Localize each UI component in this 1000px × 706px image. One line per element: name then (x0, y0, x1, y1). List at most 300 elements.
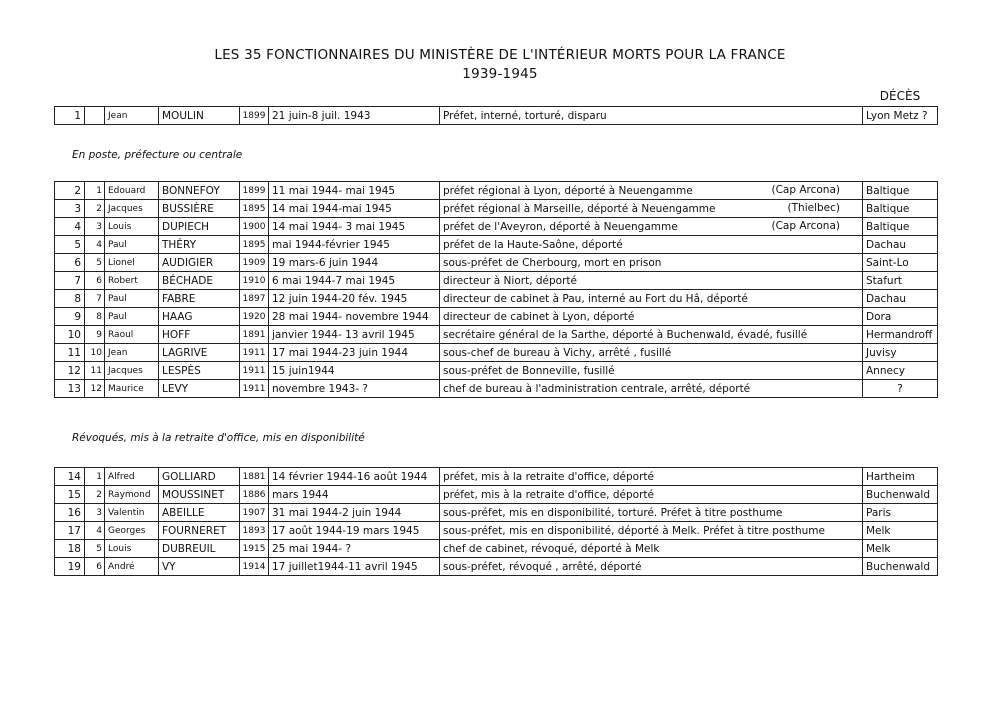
section-number-text: 7 (96, 293, 102, 304)
row-number-text: 13 (67, 382, 81, 395)
section-number (85, 558, 105, 576)
death-place-text: Dora (866, 310, 892, 323)
table-moulin (54, 106, 938, 125)
last-name (159, 308, 240, 326)
row-number-text: 2 (74, 184, 81, 197)
table-row (55, 504, 938, 522)
first-name (105, 380, 159, 398)
last-name (159, 344, 240, 362)
function-description-text: directeur à Niort, déporté (443, 274, 577, 287)
section-number (85, 468, 105, 486)
last-name-text: BONNEFOY (162, 184, 220, 197)
row-number-text: 15 (67, 488, 81, 501)
dates (269, 236, 440, 254)
function-description-text: sous-préfet, révoqué , arrêté, déporté (443, 560, 642, 573)
last-name (159, 558, 240, 576)
section-number-text: 5 (96, 543, 102, 554)
death-place (863, 344, 938, 362)
row-number (55, 236, 85, 254)
first-name-text: Edouard (108, 185, 146, 196)
last-name-text: FABRE (162, 292, 196, 305)
ship-note: (Cap Arcona) (771, 220, 840, 232)
dates (269, 504, 440, 522)
first-name-text: Raymond (108, 489, 151, 500)
birth-year-text: 1914 (242, 561, 266, 572)
row-number (55, 558, 85, 576)
birth-year (240, 558, 269, 576)
birth-year (240, 504, 269, 522)
ship-note: (Thielbec) (787, 202, 840, 214)
section-number-text: 4 (96, 525, 102, 536)
row-number (55, 504, 85, 522)
last-name-text: LEVY (162, 382, 189, 395)
section-label-en-poste: En poste, préfecture ou centrale (72, 149, 243, 161)
table-row (55, 326, 938, 344)
row-number-text: 9 (74, 310, 81, 323)
death-place (863, 522, 938, 540)
section-number-text: 5 (96, 257, 102, 268)
first-name (105, 468, 159, 486)
last-name-text: BUSSIÈRE (162, 202, 214, 215)
first-name-text: Raoul (108, 329, 134, 340)
death-place (863, 254, 938, 272)
last-name-text: DUBREUIL (162, 542, 216, 555)
section-number (85, 504, 105, 522)
section-number (85, 290, 105, 308)
death-place (863, 308, 938, 326)
birth-year (240, 380, 269, 398)
last-name (159, 362, 240, 380)
function-description-text: directeur de cabinet à Pau, interné au Fort du Hâ, déporté (443, 292, 748, 305)
row-number (55, 326, 85, 344)
death-place-text: Saint-Lo (866, 256, 909, 269)
dates (269, 558, 440, 576)
first-name (105, 308, 159, 326)
death-place-text: Baltique (866, 184, 910, 197)
function-description (440, 308, 863, 326)
last-name (159, 218, 240, 236)
birth-year-text: 1920 (242, 311, 266, 322)
ship-note: (Cap Arcona) (771, 184, 840, 196)
birth-year (240, 486, 269, 504)
last-name (159, 326, 240, 344)
birth-year-text: 1895 (242, 203, 266, 214)
dates-text: 31 mai 1944-2 juin 1944 (272, 506, 402, 519)
row-number-text: 6 (74, 256, 81, 269)
first-name (105, 182, 159, 200)
function-description-text: préfet, mis à la retraite d'office, déporté (443, 470, 654, 483)
birth-year-text: 1910 (242, 275, 266, 286)
death-place (863, 236, 938, 254)
section-number-text: 6 (96, 561, 102, 572)
last-name-text: LAGRIVE (162, 346, 208, 359)
dates-text: 12 juin 1944-20 fév. 1945 (272, 292, 408, 305)
function-description (440, 290, 863, 308)
dates-text: 14 mai 1944- 3 mai 1945 (272, 220, 406, 233)
dates (269, 486, 440, 504)
dates (269, 200, 440, 218)
last-name (159, 468, 240, 486)
dates (269, 254, 440, 272)
row-number (55, 182, 85, 200)
section-number (85, 254, 105, 272)
section-number-text: 10 (90, 347, 102, 358)
section-number-text: 3 (96, 221, 102, 232)
section-number (85, 200, 105, 218)
function-description (440, 254, 863, 272)
first-name (105, 107, 159, 125)
dates-text: 25 mai 1944- ? (272, 542, 352, 555)
dates-text: 6 mai 1944-7 mai 1945 (272, 274, 396, 287)
death-place (863, 380, 938, 398)
death-place-text: Melk (866, 542, 891, 555)
dates (269, 290, 440, 308)
function-description (440, 522, 863, 540)
death-place (863, 504, 938, 522)
birth-year (240, 254, 269, 272)
death-place-text: Baltique (866, 220, 910, 233)
dates (269, 107, 440, 125)
death-place (863, 272, 938, 290)
first-name (105, 254, 159, 272)
death-place (863, 362, 938, 380)
birth-year (240, 308, 269, 326)
birth-year-text: 1900 (242, 221, 266, 232)
table-row (55, 254, 938, 272)
row-number (55, 362, 85, 380)
section-number (85, 380, 105, 398)
function-description (440, 326, 863, 344)
first-name-text: Paul (108, 311, 127, 322)
function-description (440, 200, 863, 218)
section-number-text: 9 (96, 329, 102, 340)
dates-text: mai 1944-février 1945 (272, 238, 390, 251)
death-place-text: Dachau (866, 238, 907, 251)
death-place (863, 290, 938, 308)
function-description-text: sous-préfet de Bonneville, fusillé (443, 364, 615, 377)
last-name-text: VY (162, 560, 176, 573)
dates-text: 14 mai 1944-mai 1945 (272, 202, 392, 215)
function-description (440, 540, 863, 558)
dates-text: 28 mai 1944- novembre 1944 (272, 310, 429, 323)
dates (269, 272, 440, 290)
row-number-text: 7 (74, 274, 81, 287)
birth-year (240, 107, 269, 125)
table-row (55, 344, 938, 362)
section-number (85, 486, 105, 504)
birth-year (240, 522, 269, 540)
birth-year (240, 200, 269, 218)
dates (269, 344, 440, 362)
death-place (863, 107, 938, 125)
function-description-text: chef de bureau à l'administration centrale, arrêté, déporté (443, 382, 751, 395)
birth-year (240, 218, 269, 236)
table-row (55, 522, 938, 540)
dates (269, 218, 440, 236)
table-row (55, 308, 938, 326)
section-number-text: 11 (90, 365, 102, 376)
birth-year (240, 468, 269, 486)
birth-year (240, 362, 269, 380)
section-number-text: 3 (96, 507, 102, 518)
last-name-text: THÉRY (162, 238, 196, 251)
table-row (55, 236, 938, 254)
function-description (440, 504, 863, 522)
last-name-text: GOLLIARD (162, 470, 216, 483)
function-description-text: sous-chef de bureau à Vichy, arrêté , fusillé (443, 346, 672, 359)
first-name (105, 558, 159, 576)
section-number (85, 272, 105, 290)
section-number-text: 2 (96, 489, 102, 500)
last-name (159, 504, 240, 522)
function-description-text: chef de cabinet, révoqué, déporté à Melk (443, 542, 660, 555)
dates-text: janvier 1944- 13 avril 1945 (272, 328, 415, 341)
dates (269, 182, 440, 200)
first-name-text: Maurice (108, 383, 144, 394)
death-place-text: Hartheim (866, 470, 916, 483)
section-number (85, 326, 105, 344)
dates-text: 17 mai 1944-23 juin 1944 (272, 346, 409, 359)
last-name-text: ABEILLE (162, 506, 205, 519)
row-number (55, 522, 85, 540)
function-description-text: préfet régional à Lyon, déporté à Neuengamme (443, 184, 693, 197)
last-name (159, 254, 240, 272)
table-row (55, 362, 938, 380)
death-place (863, 486, 938, 504)
dates-text: 14 février 1944-16 août 1944 (272, 470, 428, 483)
death-place (863, 218, 938, 236)
function-description (440, 218, 863, 236)
death-place-text: Buchenwald (866, 560, 931, 573)
last-name-text: HOFF (162, 328, 191, 341)
birth-year-text: 1911 (242, 383, 266, 394)
first-name (105, 290, 159, 308)
first-name-text: Georges (108, 525, 146, 536)
birth-year-text: 1891 (242, 329, 266, 340)
function-description (440, 344, 863, 362)
section-label-revoques: Révoqués, mis à la retraite d'office, mis en disponibilité (72, 432, 365, 444)
dates (269, 540, 440, 558)
function-description-text: préfet de la Haute-Saône, déporté (443, 238, 623, 251)
last-name (159, 486, 240, 504)
birth-year (240, 540, 269, 558)
first-name-text: Louis (108, 221, 132, 232)
first-name (105, 540, 159, 558)
birth-year-text: 1911 (242, 347, 266, 358)
death-place (863, 540, 938, 558)
death-place-text: Paris (866, 506, 891, 519)
function-description (440, 362, 863, 380)
last-name-text: MOULIN (162, 109, 204, 122)
dates-text: 19 mars-6 juin 1944 (272, 256, 379, 269)
birth-year-text: 1893 (242, 525, 266, 536)
birth-year (240, 344, 269, 362)
death-place (863, 468, 938, 486)
first-name (105, 504, 159, 522)
birth-year (240, 290, 269, 308)
first-name (105, 200, 159, 218)
first-name-text: Paul (108, 293, 127, 304)
row-number (55, 290, 85, 308)
first-name-text: Jacques (108, 365, 143, 376)
section-number-text: 4 (96, 239, 102, 250)
row-number-text: 16 (67, 506, 81, 519)
row-number-text: 18 (67, 542, 81, 555)
dates (269, 326, 440, 344)
first-name (105, 486, 159, 504)
table-row (55, 540, 938, 558)
death-place (863, 558, 938, 576)
row-number (55, 486, 85, 504)
row-number (55, 218, 85, 236)
function-description-text: sous-préfet, mis en disponibilité, déporté à Melk. Préfet à titre posthume (443, 524, 825, 537)
row-number-text: 8 (74, 292, 81, 305)
last-name (159, 182, 240, 200)
function-description-text: Préfet, interné, torturé, disparu (443, 109, 607, 122)
last-name-text: AUDIGIER (162, 256, 214, 269)
deces-column-label: DÉCÈS (879, 89, 921, 103)
first-name-text: Louis (108, 543, 132, 554)
row-number (55, 344, 85, 362)
section-number (85, 540, 105, 558)
dates-text: 17 août 1944-19 mars 1945 (272, 524, 420, 537)
row-number-text: 11 (67, 346, 81, 359)
row-number-text: 1 (74, 109, 81, 122)
death-place-text: Dachau (866, 292, 907, 305)
section-number (85, 218, 105, 236)
last-name (159, 540, 240, 558)
last-name-text: DUPIECH (162, 220, 210, 233)
first-name (105, 218, 159, 236)
function-description-text: directeur de cabinet à Lyon, déporté (443, 310, 635, 323)
last-name (159, 522, 240, 540)
function-description (440, 182, 863, 200)
row-number-text: 17 (67, 524, 81, 537)
birth-year-text: 1895 (242, 239, 266, 250)
birth-year-text: 1909 (242, 257, 266, 268)
death-place-text: Stafurt (866, 274, 903, 287)
death-place-text: Juvisy (866, 346, 897, 359)
table-row (55, 182, 938, 200)
row-number (55, 468, 85, 486)
birth-year-text: 1911 (242, 365, 266, 376)
first-name (105, 236, 159, 254)
dates (269, 362, 440, 380)
row-number-text: 5 (74, 238, 81, 251)
function-description-text: préfet, mis à la retraite d'office, déporté (443, 488, 654, 501)
birth-year (240, 182, 269, 200)
row-number-text: 4 (74, 220, 81, 233)
last-name (159, 290, 240, 308)
row-number (55, 380, 85, 398)
death-place-text: Buchenwald (866, 488, 931, 501)
first-name (105, 362, 159, 380)
row-number (55, 272, 85, 290)
dates (269, 468, 440, 486)
first-name (105, 522, 159, 540)
last-name (159, 107, 240, 125)
death-place (863, 200, 938, 218)
function-description (440, 272, 863, 290)
row-number (55, 254, 85, 272)
table-row (55, 200, 938, 218)
birth-year-text: 1915 (242, 543, 266, 554)
first-name-text: Robert (108, 275, 138, 286)
function-description-text: sous-préfet de Cherbourg, mort en prison (443, 256, 662, 269)
function-description-text: sous-préfet, mis en disponibilité, torturé. Préfet à titre posthume (443, 506, 783, 519)
dates-text: 17 juillet1944-11 avril 1945 (272, 560, 418, 573)
section-number (85, 522, 105, 540)
first-name-text: Jean (108, 110, 128, 121)
section-number-text: 2 (96, 203, 102, 214)
table-row (55, 218, 938, 236)
row-number-text: 3 (74, 202, 81, 215)
first-name-text: Jacques (108, 203, 143, 214)
dates-text: 21 juin-8 juil. 1943 (272, 109, 371, 122)
birth-year-text: 1897 (242, 293, 266, 304)
table-row (55, 486, 938, 504)
dates-text: novembre 1943- ? (272, 382, 368, 395)
row-number (55, 107, 85, 125)
birth-year-text: 1907 (242, 507, 266, 518)
section-number-text: 1 (96, 471, 102, 482)
first-name-text: André (108, 561, 135, 572)
section-number (85, 308, 105, 326)
death-place (863, 326, 938, 344)
table-row (55, 272, 938, 290)
row-number (55, 308, 85, 326)
function-description (440, 486, 863, 504)
dates-text: 15 juin1944 (272, 364, 335, 377)
last-name (159, 272, 240, 290)
first-name-text: Lionel (108, 257, 135, 268)
last-name (159, 200, 240, 218)
table-en-poste (54, 181, 938, 398)
birth-year (240, 272, 269, 290)
table-row (55, 107, 938, 125)
first-name-text: Valentin (108, 507, 145, 518)
function-description (440, 468, 863, 486)
first-name-text: Alfred (108, 471, 135, 482)
row-number (55, 540, 85, 558)
death-place-text: Baltique (866, 202, 910, 215)
birth-year-text: 1899 (242, 110, 266, 121)
row-number-text: 10 (67, 328, 81, 341)
row-number-text: 19 (67, 560, 81, 573)
birth-year (240, 326, 269, 344)
dates (269, 522, 440, 540)
death-place-text: ? (897, 382, 903, 395)
table-row (55, 380, 938, 398)
function-description-text: préfet régional à Marseille, déporté à Neuengamme (443, 202, 716, 215)
first-name-text: Paul (108, 239, 127, 250)
first-name (105, 326, 159, 344)
document-title: LES 35 FONCTIONNAIRES DU MINISTÈRE DE L'INTÉRIEUR MORTS POUR LA FRANCE (214, 47, 786, 63)
death-place-text: Lyon Metz ? (866, 109, 928, 122)
document-years: 1939-1945 (462, 66, 538, 82)
row-number-text: 12 (67, 364, 81, 377)
section-number-text: 1 (96, 185, 102, 196)
section-number-text: 8 (96, 311, 102, 322)
first-name (105, 272, 159, 290)
function-description (440, 558, 863, 576)
death-place (863, 182, 938, 200)
dates-text: mars 1944 (272, 488, 329, 501)
table-row (55, 468, 938, 486)
section-number (85, 362, 105, 380)
section-number (85, 182, 105, 200)
section-number-text: 6 (96, 275, 102, 286)
